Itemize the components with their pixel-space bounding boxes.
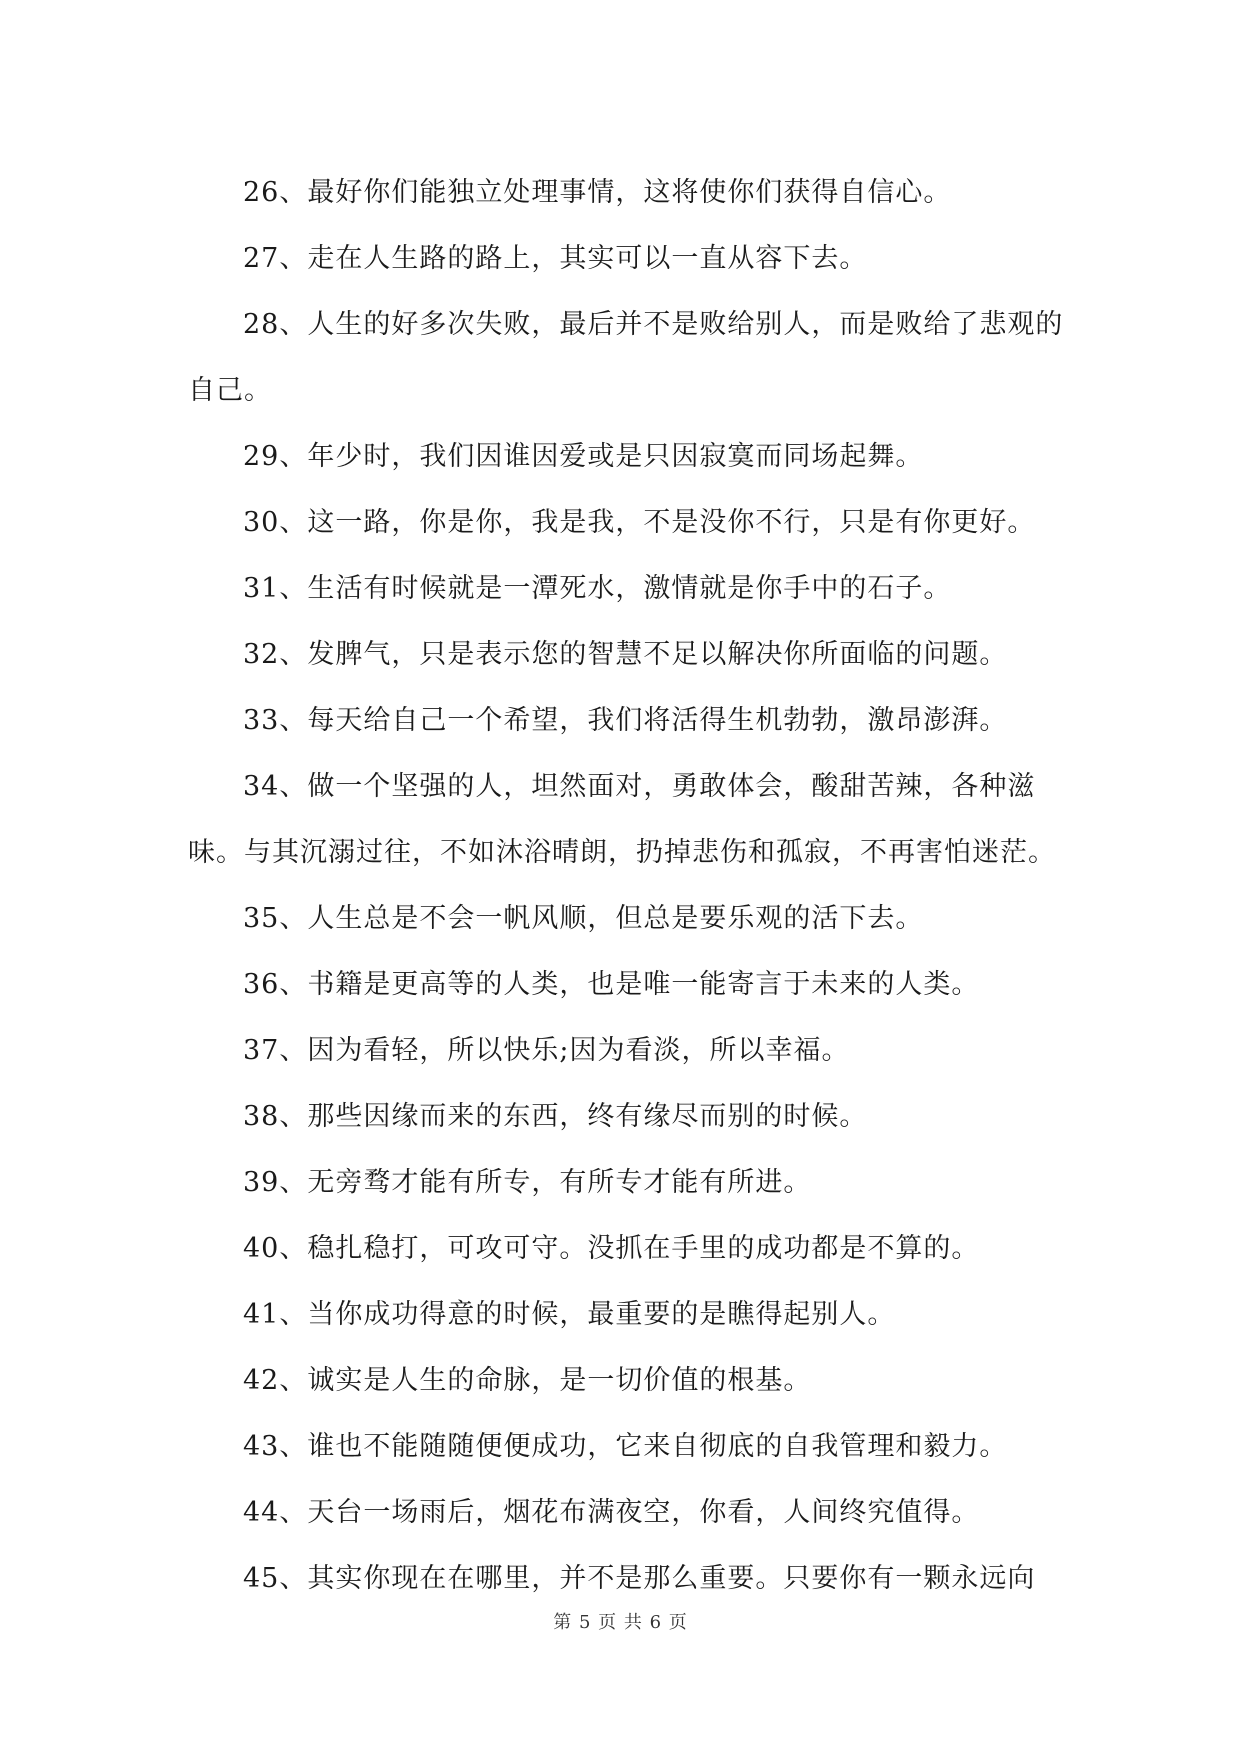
paragraph-45: 45、其实你现在在哪里，并不是那么重要。只要你有一颗永远向 xyxy=(243,1563,1036,1594)
page-number-label: 第 5 页 共 6 页 xyxy=(553,1612,688,1633)
paragraph-29: 29、年少时，我们因谁因爱或是只因寂寞而同场起舞。 xyxy=(243,441,924,472)
paragraph-34: 34、做一个坚强的人，坦然面对，勇敢体会，酸甜苦辣，各种滋味。与其沉溺过往，不如沐浴晴朗，扔掉悲伤和孤寂，不再害怕迷茫。 xyxy=(188,771,1056,868)
paragraph-33: 33、每天给自己一个希望，我们将活得生机勃勃，激昂澎湃。 xyxy=(243,705,1008,736)
paragraph-37: 37、因为看轻，所以快乐;因为看淡，所以幸福。 xyxy=(243,1035,850,1066)
paragraph-30: 30、这一路，你是你，我是我，不是没你不行，只是有你更好。 xyxy=(243,507,1036,538)
paragraph-31: 31、生活有时候就是一潭死水，激情就是你手中的石子。 xyxy=(243,573,952,604)
paragraph-32: 32、发脾气，只是表示您的智慧不足以解决你所面临的问题。 xyxy=(243,639,1008,670)
paragraph-40: 40、稳扎稳打，可攻可守。没抓在手里的成功都是不算的。 xyxy=(243,1233,980,1264)
paragraph-26: 26、最好你们能独立处理事情，这将使你们获得自信心。 xyxy=(243,177,952,208)
paragraph-43: 43、谁也不能随随便便成功，它来自彻底的自我管理和毅力。 xyxy=(243,1431,1008,1462)
paragraph-36: 36、书籍是更高等的人类，也是唯一能寄言于未来的人类。 xyxy=(243,969,980,1000)
paragraph-44: 44、天台一场雨后，烟花布满夜空，你看，人间终究值得。 xyxy=(243,1497,980,1528)
paragraph-39: 39、无旁骛才能有所专，有所专才能有所进。 xyxy=(243,1167,812,1198)
paragraph-28: 28、人生的好多次失败，最后并不是败给别人，而是败给了悲观的自己。 xyxy=(188,309,1064,406)
document-body xyxy=(188,160,1064,1612)
paragraph-41: 41、当你成功得意的时候，最重要的是瞧得起别人。 xyxy=(243,1299,896,1330)
paragraph-38: 38、那些因缘而来的东西，终有缘尽而别的时候。 xyxy=(243,1101,868,1132)
page-footer xyxy=(0,1608,1241,1634)
paragraph-42: 42、诚实是人生的命脉，是一切价值的根基。 xyxy=(243,1365,812,1396)
paragraph-35: 35、人生总是不会一帆风顺，但总是要乐观的活下去。 xyxy=(243,903,924,934)
paragraph-27: 27、走在人生路的路上，其实可以一直从容下去。 xyxy=(243,243,868,274)
